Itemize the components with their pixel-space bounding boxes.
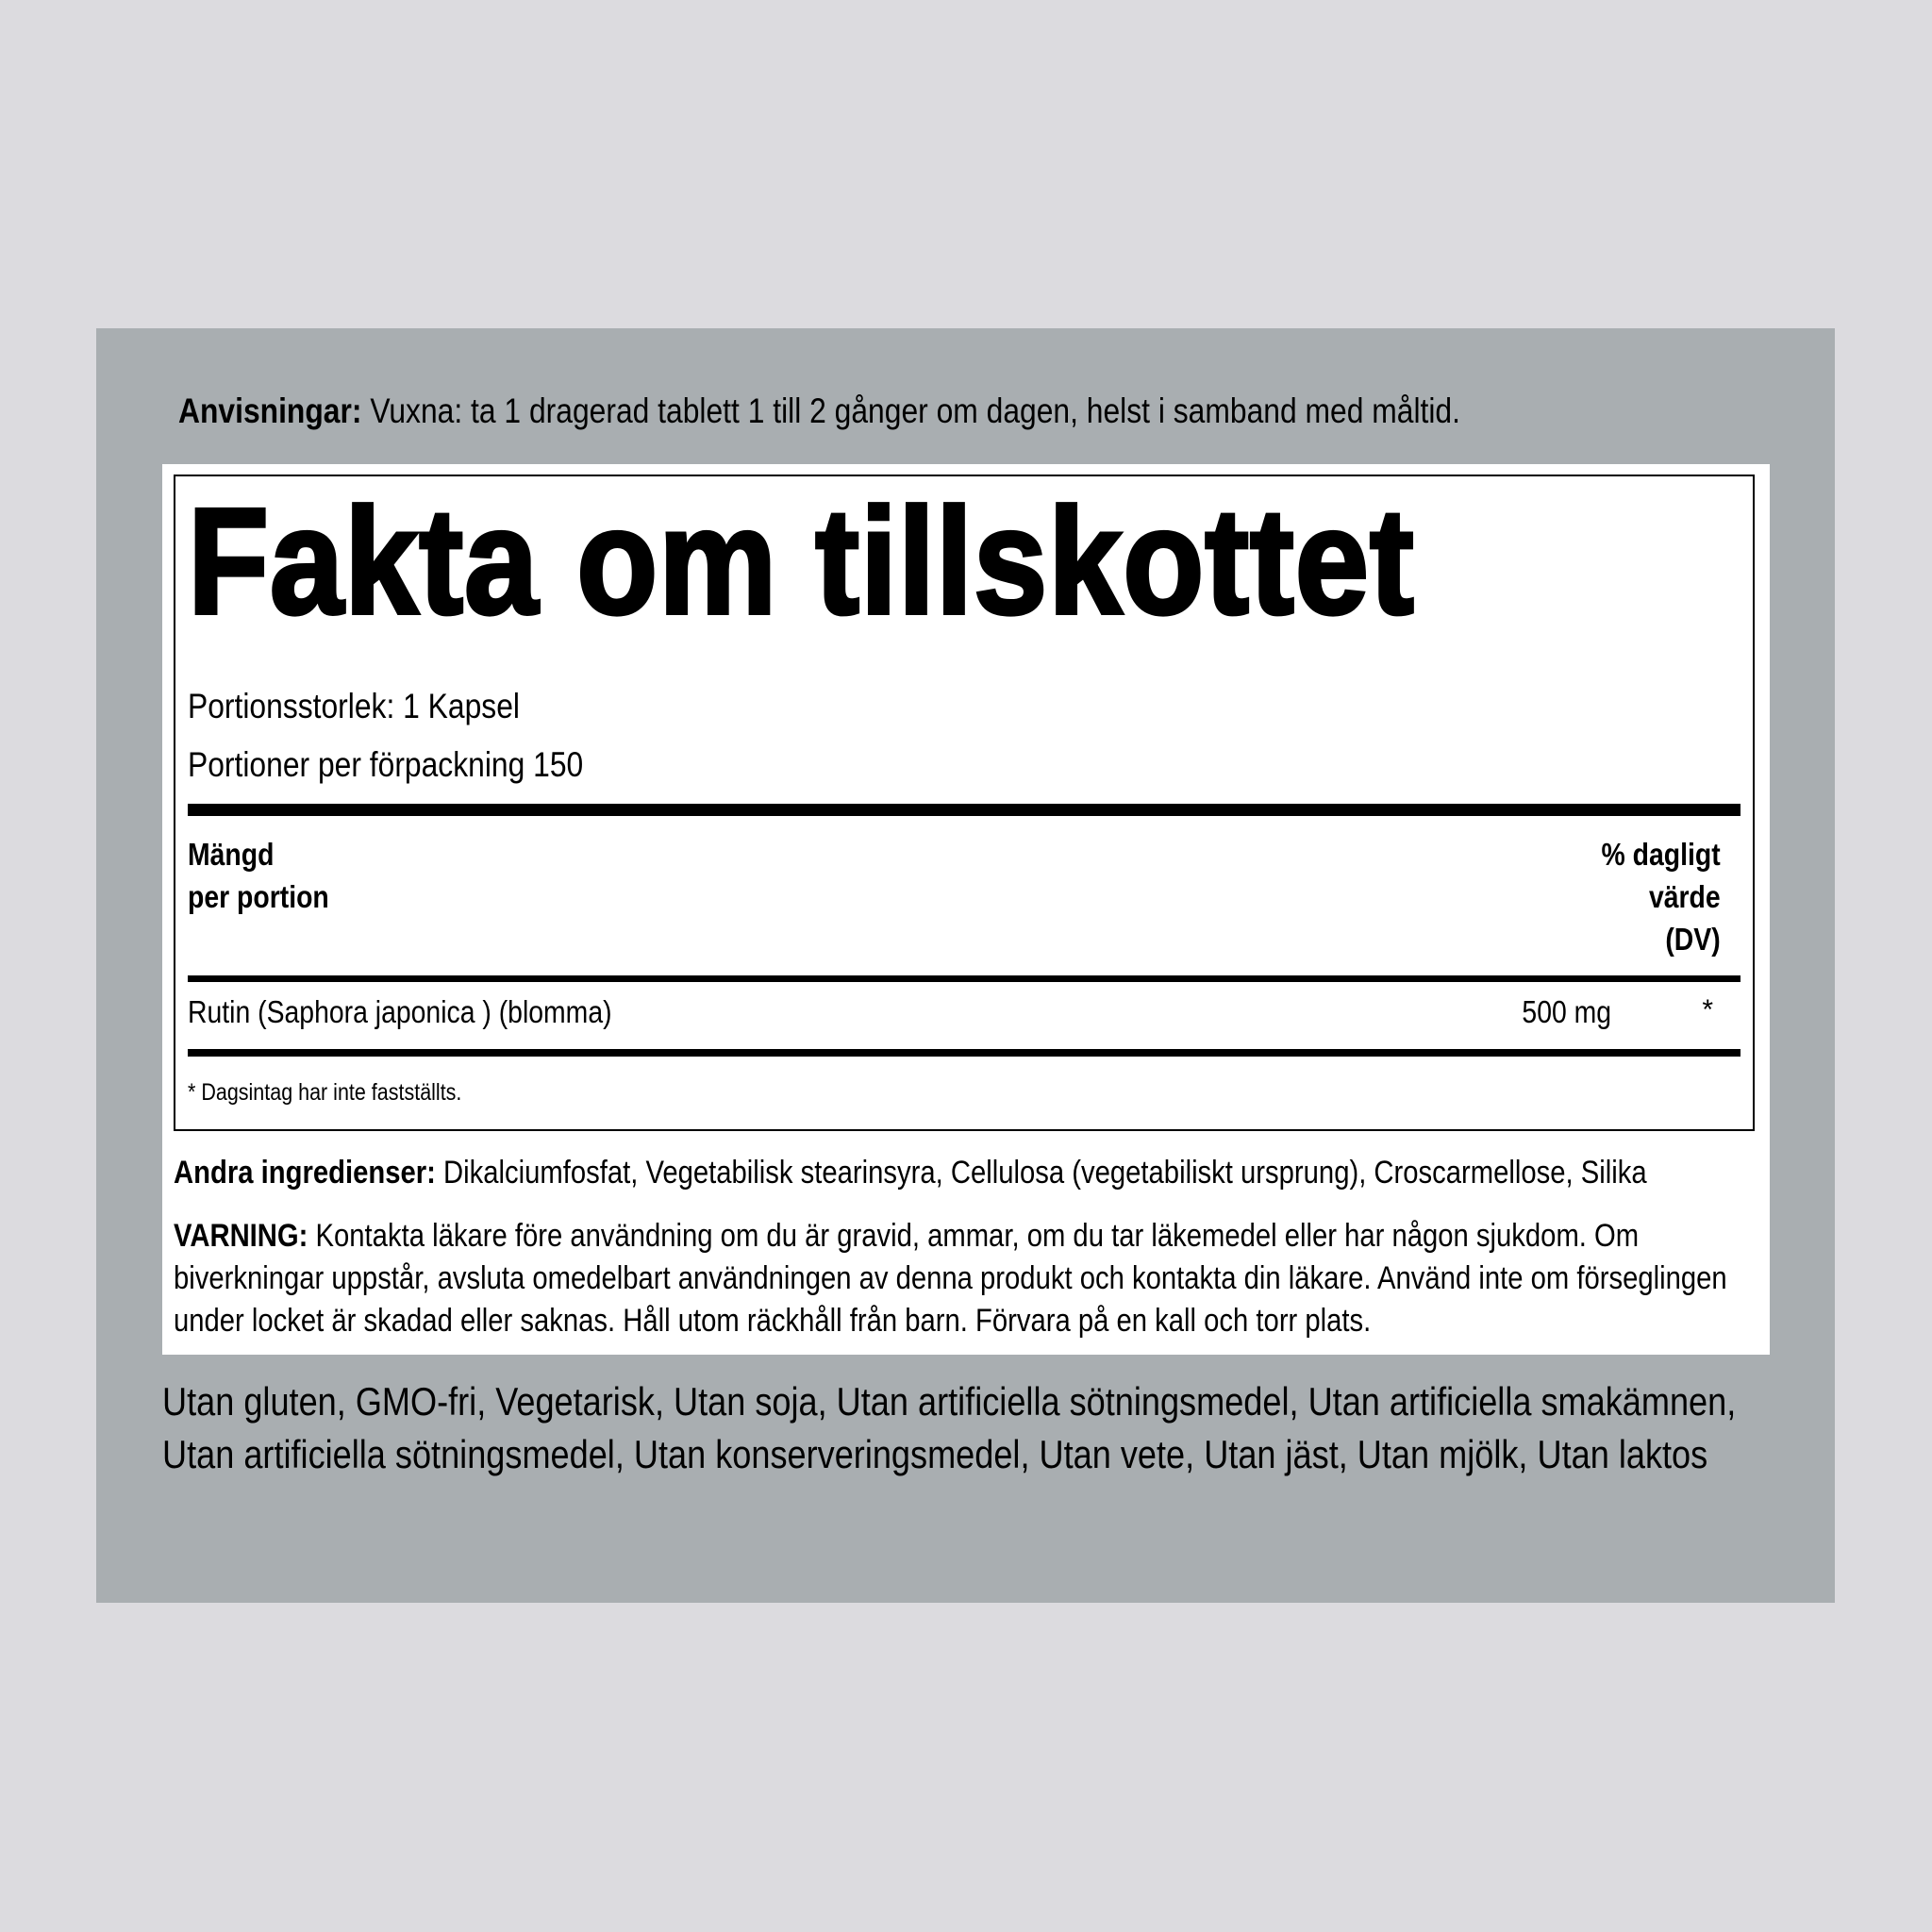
other-ingredients-label: Andra ingredienser: xyxy=(174,1155,436,1191)
servings-per-container: Portioner per förpackning 150 xyxy=(188,745,584,784)
ingredient-name: Rutin (Saphora japonica ) (blomma) xyxy=(188,994,612,1029)
directions xyxy=(178,389,1607,434)
serving-size: Portionsstorlek: 1 Kapsel xyxy=(188,687,520,725)
ingredient-dv: * xyxy=(1702,994,1713,1025)
facts-title: Fakta om tillskottet xyxy=(188,476,1415,645)
ingredient-amount: 500 mg xyxy=(1522,994,1611,1029)
other-ingredients xyxy=(174,1151,1647,1194)
other-ingredients-text: Dikalciumfosfat, Vegetabilisk stearinsyra, Cellulosa (vegetabiliskt ursprung), Croscarmellose, Silika xyxy=(435,1155,1647,1191)
dietary-claims: Utan gluten, GMO-fri, Vegetarisk, Utan soja, Utan artificiella sötningsmedel, Utan artificiella smakämnen, Utan artificiella sötningsmedel, Utan konserveringsmedel, Utan vete, Utan jäst, Utan mjölk, Utan laktos xyxy=(162,1379,1737,1476)
dv-footnote: * Dagsintag har inte fastställts. xyxy=(188,1079,462,1106)
dv-header-line2: värde xyxy=(1649,879,1721,914)
dv-header-line3: (DV) xyxy=(1665,922,1721,957)
amount-header-line2: per portion xyxy=(188,879,329,914)
warning-label: VARNING: xyxy=(174,1218,308,1254)
supplement-facts-box xyxy=(174,475,1755,1131)
dv-header xyxy=(1602,833,1721,960)
divider-thick xyxy=(188,804,1740,816)
divider-header xyxy=(188,975,1740,982)
amount-header-line1: Mängd xyxy=(188,837,275,872)
directions-label: Anvisningar: xyxy=(178,391,362,430)
dv-header-line1: % dagligt xyxy=(1601,837,1721,872)
directions-text: Vuxna: ta 1 dragerad tablett 1 till 2 gånger om dagen, helst i samband med måltid. xyxy=(361,391,1460,430)
warning-text: Kontakta läkare före användning om du är gravid, ammar, om du tar läkemedel eller har någon sjukdom. Om biverkningar uppstår, avsluta omedelbart användningen av denna produkt och kontakta din läkare. Använd inte om förseglingen under locket är skadad eller saknas. Håll utom räckhåll från barn. Förvara på en kall och torr plats. xyxy=(174,1218,1727,1339)
warning xyxy=(174,1215,1747,1342)
amount-header xyxy=(188,833,329,918)
divider-footer xyxy=(188,1049,1740,1057)
